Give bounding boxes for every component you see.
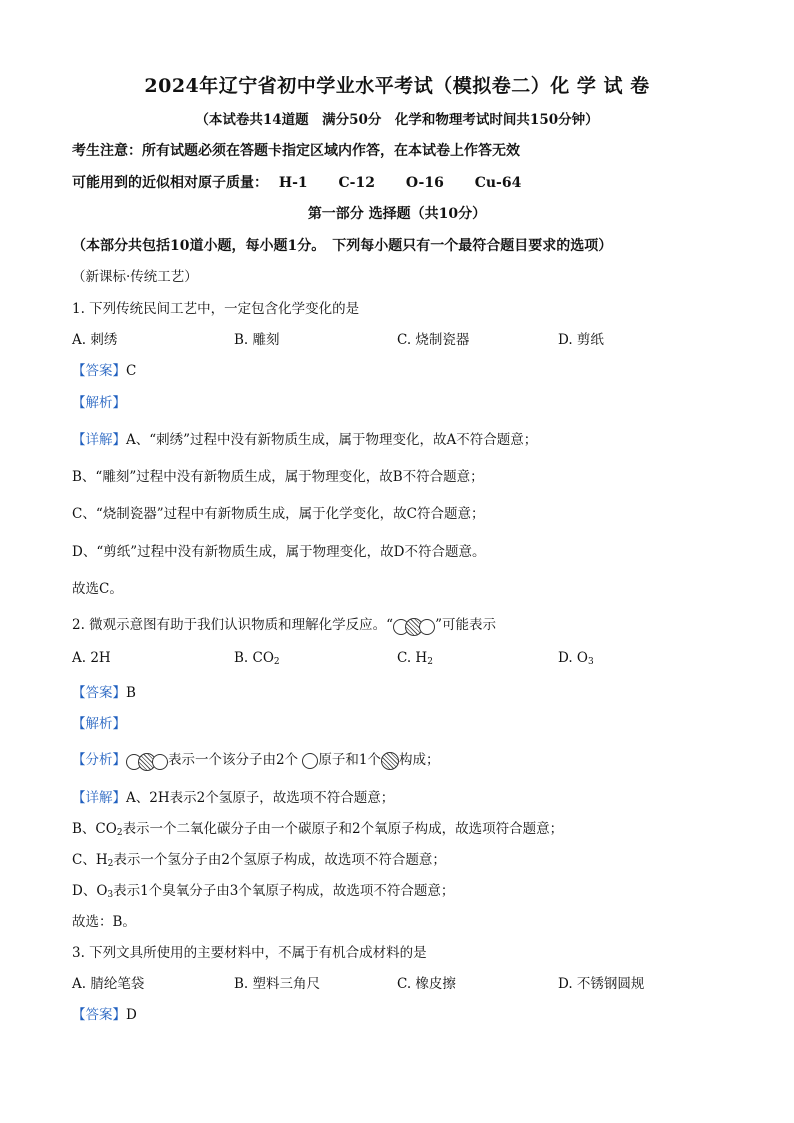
answer-label: 【答案】 (72, 685, 126, 701)
carbon-atom-icon (381, 752, 399, 770)
q2-detail-b: B、$CO_2$表示一个二氧化碳分子由一个碳原子和2个氧原子构成，故选项符合题意； (72, 821, 564, 838)
q2-detail-a: 【详解】A、2H表示2个氢原子，故选项不符合题意； (72, 790, 395, 806)
q1-detail-b: B、“雕刻”过程中没有新物质生成，属于物理变化，故B不符合题意； (72, 469, 484, 485)
fenxi-label: 【分析】 (72, 752, 126, 768)
q2-answer (72, 681, 136, 701)
q1-answer-value: C (126, 363, 137, 379)
co2-molecule-icon (393, 618, 435, 634)
q2-analysis-label (72, 712, 126, 732)
question-tag: （新课标·传统工艺） (72, 269, 198, 285)
atomic-mass-label: 可能用到的近似相对原子质量： (72, 175, 268, 191)
q2-stem-post: ”可能表示 (435, 617, 496, 633)
q3-option-a: A. 腈纶笔袋 (72, 976, 145, 992)
q1-option-d: D. 剪纸 (558, 332, 604, 348)
q3-stem: 3. 下列文具所使用的主要材料中，不属于有机合成材料的是 (72, 945, 427, 961)
atomic-mass-cu: Cu-64 (474, 175, 522, 191)
q1-option-a: A. 刺绣 (72, 332, 118, 348)
q1-detail-a-text: A、“刺绣”过程中没有新物质生成，属于物理变化，故A不符合题意； (126, 432, 538, 448)
detail-label: 【详解】 (72, 432, 126, 448)
answer-label: 【答案】 (72, 363, 126, 379)
q1-stem: 1. 下列传统民间工艺中，一定包含化学变化的是 (72, 301, 360, 317)
co2-molecule-icon (126, 753, 168, 769)
q3-option-d: D. 不锈钢圆规 (558, 976, 645, 992)
q1-analysis-label (72, 391, 126, 411)
atomic-mass-o: O-16 (405, 175, 444, 191)
q2-detail-c: C、$H_2$表示一个氢分子由2个氢原子构成，故选项不符合题意； (72, 852, 446, 869)
q1-option-c: C. 烧制瓷器 (397, 332, 470, 348)
q1-option-b: B. 雕刻 (234, 332, 280, 348)
analysis-label: 【解析】 (72, 716, 126, 732)
atomic-mass-h: H-1 (278, 175, 308, 191)
answer-label: 【答案】 (72, 1007, 126, 1023)
atomic-mass-line (72, 172, 521, 192)
oxygen-atom-icon (302, 753, 318, 769)
exam-notice: 考生注意：所有试题必须在答题卡指定区域内作答，在本试卷上作答无效 (72, 143, 520, 159)
q2-option-c: C. $H_2$ (397, 650, 433, 667)
q2-option-d: D. $O_3$ (558, 650, 594, 667)
q3-option-b: B. 塑料三角尺 (234, 976, 321, 992)
exam-subtitle: （本试卷共14道题 满分50分 化学和物理考试时间共150分钟） (195, 112, 599, 128)
q1-detail-d: D、“剪纸”过程中没有新物质生成，属于物理变化，故D不符合题意。 (72, 544, 486, 560)
q1-detail-c: C、“烧制瓷器”过程中有新物质生成，属于化学变化，故C符合题意； (72, 506, 485, 522)
q1-detail-a (72, 428, 537, 448)
q2-option-a: A. 2H (72, 650, 111, 666)
q2-answer-value: B (126, 685, 136, 701)
atomic-mass-c: C-12 (338, 175, 375, 191)
q2-fenxi: 【分析】 表示一个该分子由2个 原子和1个 构成； (72, 748, 439, 770)
q1-answer (72, 359, 136, 379)
q2-detail-d: D、$O_3$表示1个臭氧分子由3个氧原子构成，故选项不符合题意； (72, 883, 455, 900)
q1-conclusion: 故选C。 (72, 581, 123, 597)
q3-answer-value: D (126, 1007, 137, 1023)
q3-answer (72, 1003, 137, 1023)
part1-heading: 第一部分 选择题（共10分） (307, 206, 487, 222)
analysis-label: 【解析】 (72, 395, 126, 411)
page-title: 2024年辽宁省初中学业水平考试（模拟卷二）化 学 试 卷 (144, 75, 650, 97)
q2-option-b: B. $CO_2$ (234, 650, 280, 667)
detail-label: 【详解】 (72, 790, 126, 806)
q2-stem (72, 613, 496, 634)
q3-option-c: C. 橡皮擦 (397, 976, 456, 992)
q2-stem-pre: 2. 微观示意图有助于我们认识物质和理解化学反应。“ (72, 617, 394, 633)
part1-instruction: （本部分共包括10道小题，每小题1分。 下列每小题只有一个最符合题目要求的选项） (72, 238, 613, 254)
q2-conclusion: 故选：B。 (72, 914, 136, 930)
